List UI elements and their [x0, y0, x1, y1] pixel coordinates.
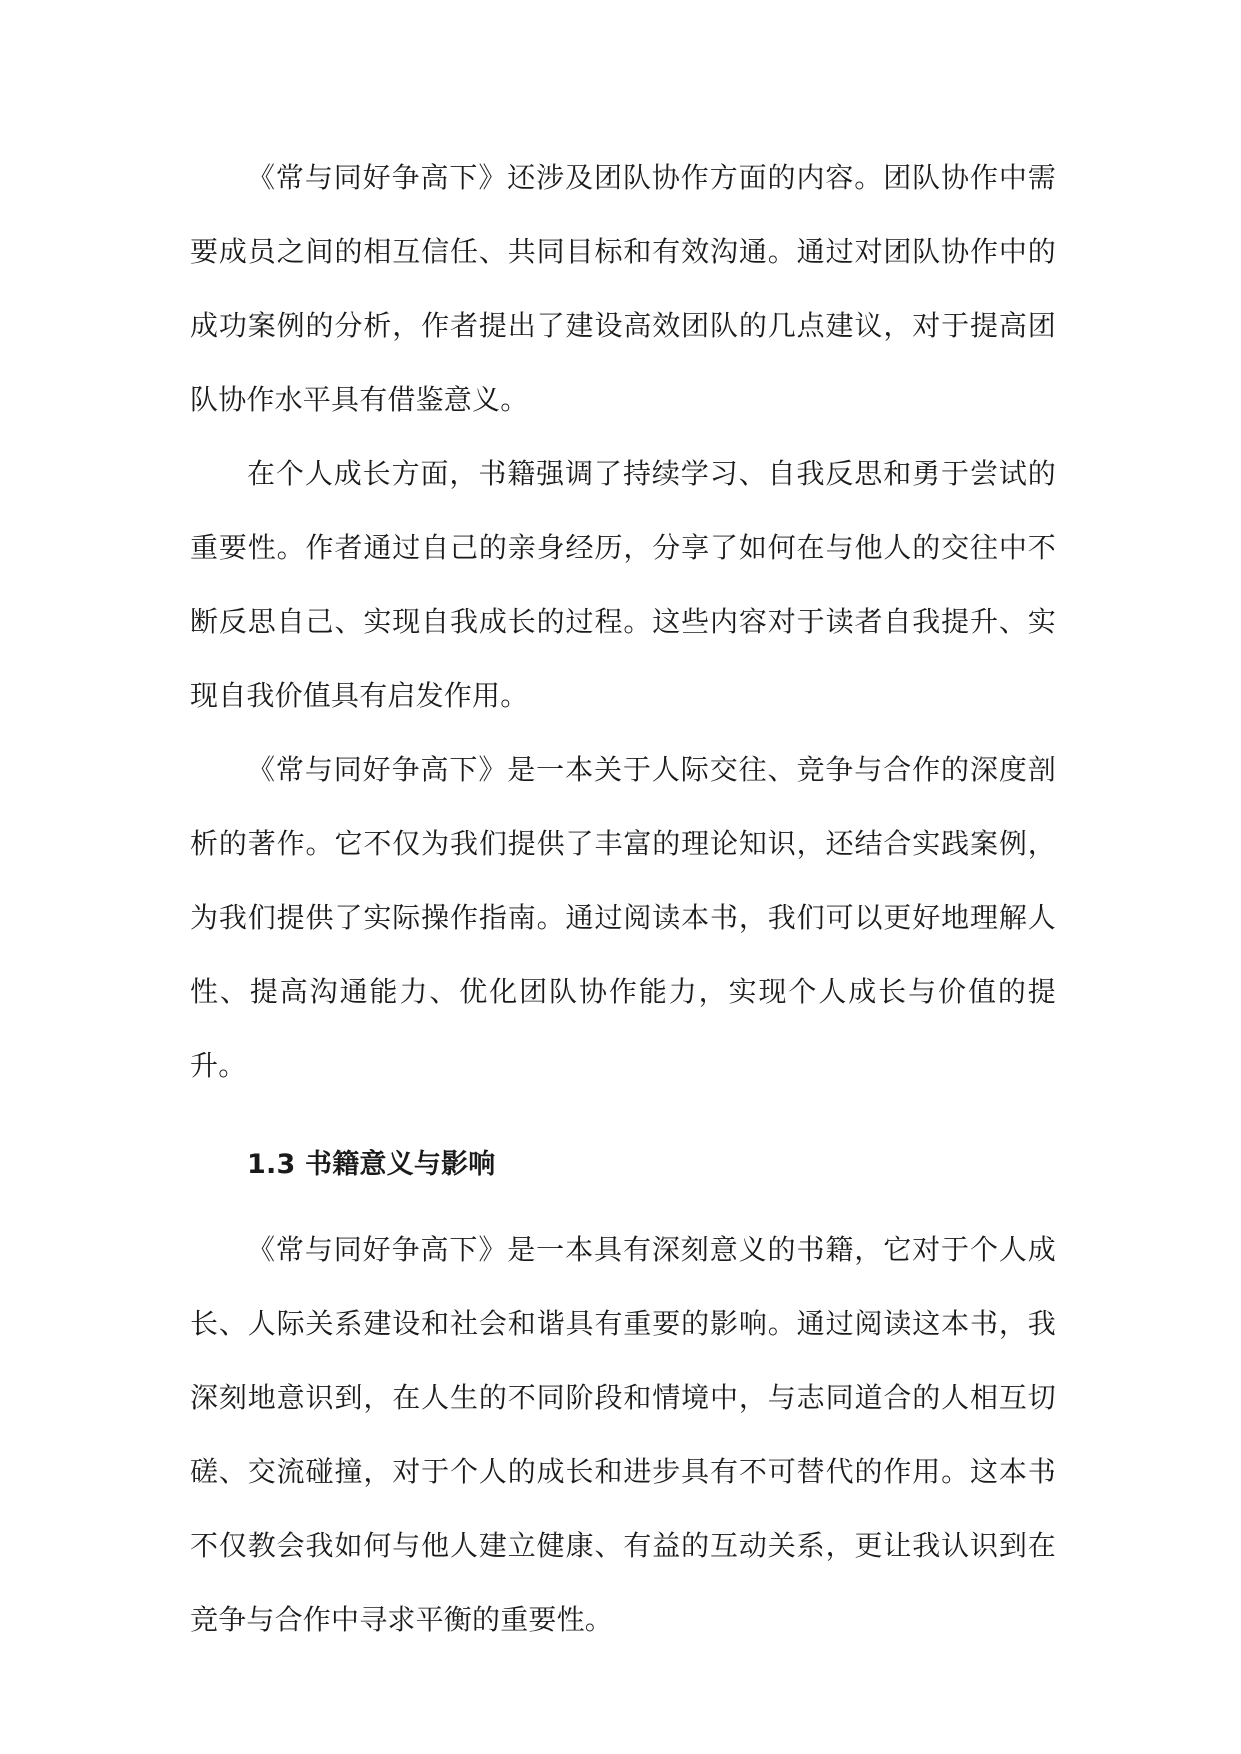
- paragraph-team-collaboration: 《常与同好争高下》还涉及团队协作方面的内容。团队协作中需要成员之间的相互信任、共同目标和有效沟通。通过对团队协作中的成功案例的分析，作者提出了建设高效团队的几点建议，对于提高团队协作水平具有借鉴意义。: [190, 161, 1056, 416]
- paragraph-book-significance: 《常与同好争高下》是一本具有深刻意义的书籍，它对于个人成长、人际关系建设和社会和谐具有重要的影响。通过阅读这本书，我深刻地意识到，在人生的不同阶段和情境中，与志同道合的人相互切磋、交流碰撞，对于个人的成长和进步具有不可替代的作用。这本书不仅教会我如何与他人建立健康、有益的互动关系，更让我认识到在竞争与合作中寻求平衡的重要性。: [190, 1233, 1056, 1636]
- paragraph-book-summary: 《常与同好争高下》是一本关于人际交往、竞争与合作的深度剖析的著作。它不仅为我们提供了丰富的理论知识，还结合实践案例，为我们提供了实际操作指南。通过阅读本书，我们可以更好地理解人性、提高沟通能力、优化团队协作能力，实现个人成长与价值的提升。: [190, 753, 1056, 1082]
- document-body: [190, 141, 1056, 1657]
- section-heading: 1.3 书籍意义与影响: [247, 1149, 496, 1180]
- paragraph-personal-growth: 在个人成长方面，书籍强调了持续学习、自我反思和勇于尝试的重要性。作者通过自己的亲身经历，分享了如何在与他人的交往中不断反思自己、实现自我成长的过程。这些内容对于读者自我提升、实现自我价值具有启发作用。: [190, 457, 1056, 712]
